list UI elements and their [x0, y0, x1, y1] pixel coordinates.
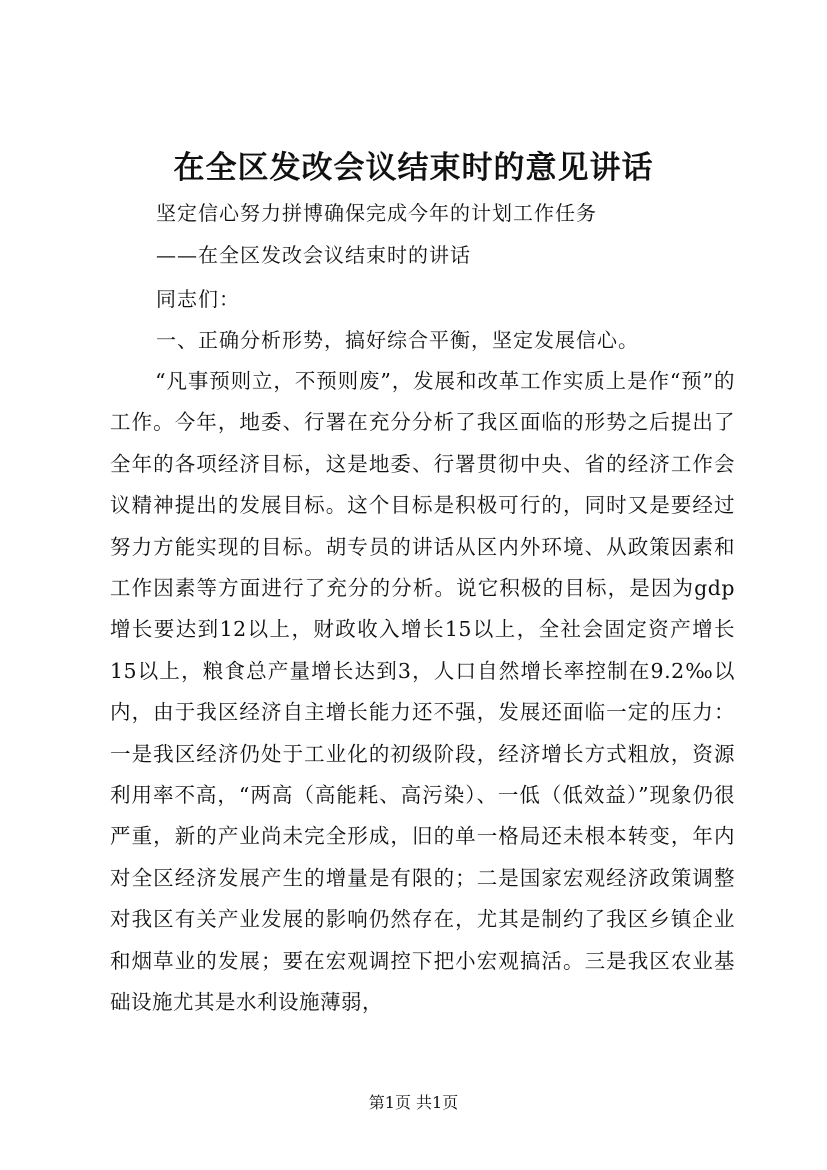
- document-subtitle: 坚定信心努力拼博确保完成今年的计划工作任务: [156, 201, 597, 225]
- section-heading: 一、正确分析形势，搞好综合平衡，坚定发展信心。: [156, 328, 639, 352]
- speech-dedication: ——在全区发改会议结束时的讲话: [156, 243, 471, 267]
- page-title: 在全区发改会议结束时的意见讲话: [173, 150, 654, 186]
- speech-greeting: 同志们：: [156, 287, 240, 311]
- body-paragraph: “凡事预则立，不预则废”，发展和改革工作实质上是作“预”的工作。今年，地委、行署在充分分析了我区面临的形势之后提出了全年的各项经济目标，这是地委、行署贯彻中央、省的经济工作会议精神提出的发展目标。这个目标是积极可行的，同时又是要经过努力方能实现的目标。胡专员的讲话从区内外环境、从政策因素和工作因素等方面进行了充分的分析。说它积极的目标，是因为gdp增长要达到12以上，财政收入增长15以上，全社会固定资产增长15以上，粮食总产量增长达到3，人口自然增长率控制在9.2‰以内，由于我区经济自主增长能力还不强，发展还面临一定的压力：一是我区经济仍处于工业化的初级阶段，经济增长方式粗放，资源利用率不高，“两高（高能耗、高污染）、一低（低效益）”现象仍很严重，新的产业尚未完全形成，旧的单一格局还未根本转变，年内对全区经济发展产生的增量是有限的；二是国家宏观经济政策调整对我区有关产业发展的影响仍然存在，尤其是制约了我区乡镇企业和烟草业的发展；要在宏观调控下把小宏观搞活。三是我区农业基础设施尤其是水利设施薄弱，: [110, 369, 735, 1015]
- page-number-footer: 第1页 共1页: [368, 1093, 459, 1112]
